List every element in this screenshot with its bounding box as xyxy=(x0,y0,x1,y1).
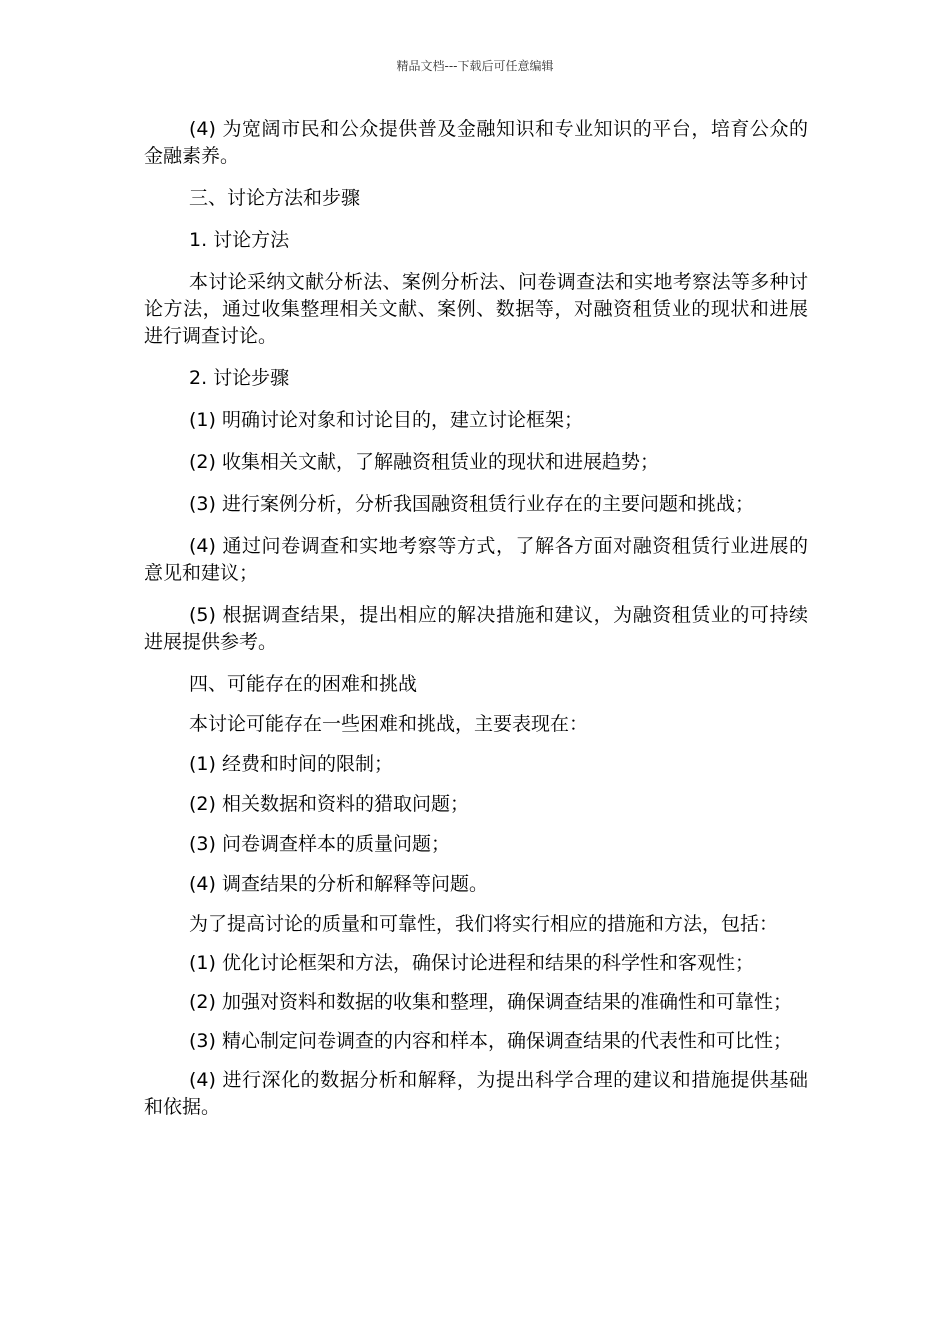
difficulty-item: (2) 相关数据和资料的猎取问题； xyxy=(189,793,469,815)
difficulty-item: (4) 调查结果的分析和解释等问题。 xyxy=(189,873,488,895)
section-heading: 四、可能存在的困难和挑战 xyxy=(189,673,418,695)
step-item: (5) 根据调查结果，提出相应的解决措施和建议，为融资租赁业的可持续进展提供参考。 xyxy=(144,604,808,653)
paragraph: 本讨论可能存在一些困难和挑战，主要表现在： xyxy=(189,713,589,735)
paragraph-list-item: (4) 为宽阔市民和公众提供普及金融知识和专业知识的平台，培育公众的金融素养。 xyxy=(144,118,808,167)
step-item: (3) 进行案例分析，分析我国融资租赁行业存在的主要问题和挑战； xyxy=(189,493,754,515)
measure-item: (1) 优化讨论框架和方法，确保讨论进程和结果的科学性和客观性； xyxy=(189,952,754,974)
step-item: (2) 收集相关文献，了解融资租赁业的现状和进展趋势； xyxy=(189,451,659,473)
measure-item: (4) 进行深化的数据分析和解释，为提出科学合理的建议和措施提供基础和依据。 xyxy=(144,1069,808,1118)
difficulty-item: (1) 经费和时间的限制； xyxy=(189,753,393,775)
step-item: (4) 通过问卷调查和实地考察等方式，了解各方面对融资租赁行业进展的意见和建议； xyxy=(144,535,808,584)
subsection-heading: 1. 讨论方法 xyxy=(189,229,290,251)
measure-item: (3) 精心制定问卷调查的内容和样本，确保调查结果的代表性和可比性； xyxy=(189,1030,792,1052)
subsection-heading: 2. 讨论步骤 xyxy=(189,367,290,389)
document-body xyxy=(144,116,808,1133)
section-heading: 三、讨论方法和步骤 xyxy=(189,187,361,209)
difficulty-item: (3) 问卷调查样本的质量问题； xyxy=(189,833,450,855)
paragraph: 为了提高讨论的质量和可靠性，我们将实行相应的措施和方法，包括： xyxy=(189,913,779,935)
page-header: 精品文档---下载后可任意编辑 xyxy=(396,59,554,73)
step-item: (1) 明确讨论对象和讨论目的，建立讨论框架； xyxy=(189,409,583,431)
paragraph: 本讨论采纳文献分析法、案例分析法、问卷调查法和实地考察法等多种讨论方法，通过收集整理相关文献、案例、数据等，对融资租赁业的现状和进展进行调查讨论。 xyxy=(144,271,808,347)
measure-item: (2) 加强对资料和数据的收集和整理，确保调查结果的准确性和可靠性； xyxy=(189,991,792,1013)
